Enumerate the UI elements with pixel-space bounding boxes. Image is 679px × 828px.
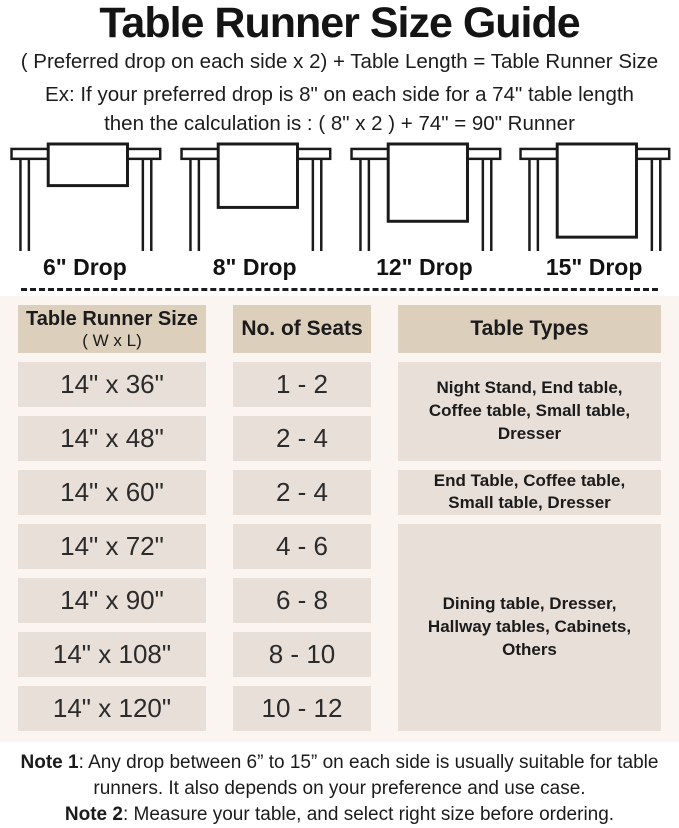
drop-label-12in: 12" Drop <box>376 253 473 280</box>
seats-cell: 6 - 8 <box>233 578 371 623</box>
header-runner-size-title: Table Runner Size <box>26 307 198 330</box>
runner-drape <box>388 144 467 221</box>
table-runner-illustration-icon <box>0 142 170 253</box>
page-title: Table Runner Size Guide <box>99 0 580 47</box>
size-guide-page <box>0 2 679 827</box>
note-1-text: : Any drop between 6” to 15” on each side is usually suitable for table runners. It also depends on your preference and use case. <box>78 751 659 799</box>
table-drop-diagram-15in <box>509 142 679 253</box>
formula-text: ( Preferred drop on each side x 2) + Table Length = Table Runner Size <box>20 50 659 73</box>
table-runner-illustration-icon <box>170 142 340 253</box>
drop-labels-row <box>0 254 679 281</box>
note-1-label: Note 1 <box>20 751 79 773</box>
drop-label-6in: 6" Drop <box>43 253 127 280</box>
table-runner-illustration-icon <box>509 142 679 253</box>
note-2-text: : Measure your table, and select right size before ordering. <box>122 803 615 825</box>
header-table-types: Table Types <box>398 305 661 353</box>
table-runner-illustration-icon <box>340 142 510 253</box>
dashed-divider <box>21 288 658 291</box>
example-line-1: Ex: If your preferred drop is 8" on each side for a 74" table length <box>45 82 634 106</box>
size-cell: 14" x 120" <box>18 686 206 731</box>
table-types-cell-medium: End Table, Coffee table, Small table, Dresser <box>398 470 661 515</box>
runner-drape <box>218 144 297 207</box>
drop-label-15in: 15" Drop <box>545 253 643 280</box>
size-cell: 14" x 90" <box>18 578 206 623</box>
seats-cell: 10 - 12 <box>233 686 371 731</box>
header-runner-size <box>18 305 206 353</box>
table-types-cell-large: Dining table, Dresser, Hallway tables, Cabinets, Others <box>398 524 661 731</box>
size-cell: 14" x 36" <box>18 362 206 407</box>
runner-drape <box>557 144 636 237</box>
table-types-cell-small: Night Stand, End table, Coffee table, Small table, Dresser <box>398 362 661 461</box>
seats-cell: 2 - 4 <box>233 416 371 461</box>
table-drop-diagram-6in <box>0 142 170 253</box>
size-cell: 14" x 60" <box>18 470 206 515</box>
notes-section <box>0 742 679 827</box>
example-line-2: then the calculation is : ( 8" x 2 ) + 74" = 90" Runner <box>104 112 575 136</box>
header-no-of-seats: No. of Seats <box>233 305 371 353</box>
header-runner-size-sub: ( W x L) <box>82 330 142 350</box>
drop-label-8in: 8" Drop <box>212 253 297 280</box>
note-1 <box>8 750 671 802</box>
drop-diagrams <box>0 142 679 253</box>
table-drop-diagram-12in <box>340 142 510 253</box>
note-2-label: Note 2 <box>64 803 123 825</box>
size-cell: 14" x 72" <box>18 524 206 569</box>
size-cell: 14" x 48" <box>18 416 206 461</box>
seats-cell: 8 - 10 <box>233 632 371 677</box>
note-2 <box>8 802 671 828</box>
seats-cell: 1 - 2 <box>233 362 371 407</box>
table-drop-diagram-8in <box>170 142 340 253</box>
runner-drape <box>48 144 127 186</box>
size-table <box>0 296 679 742</box>
seats-cell: 2 - 4 <box>233 470 371 515</box>
size-cell: 14" x 108" <box>18 632 206 677</box>
seats-cell: 4 - 6 <box>233 524 371 569</box>
